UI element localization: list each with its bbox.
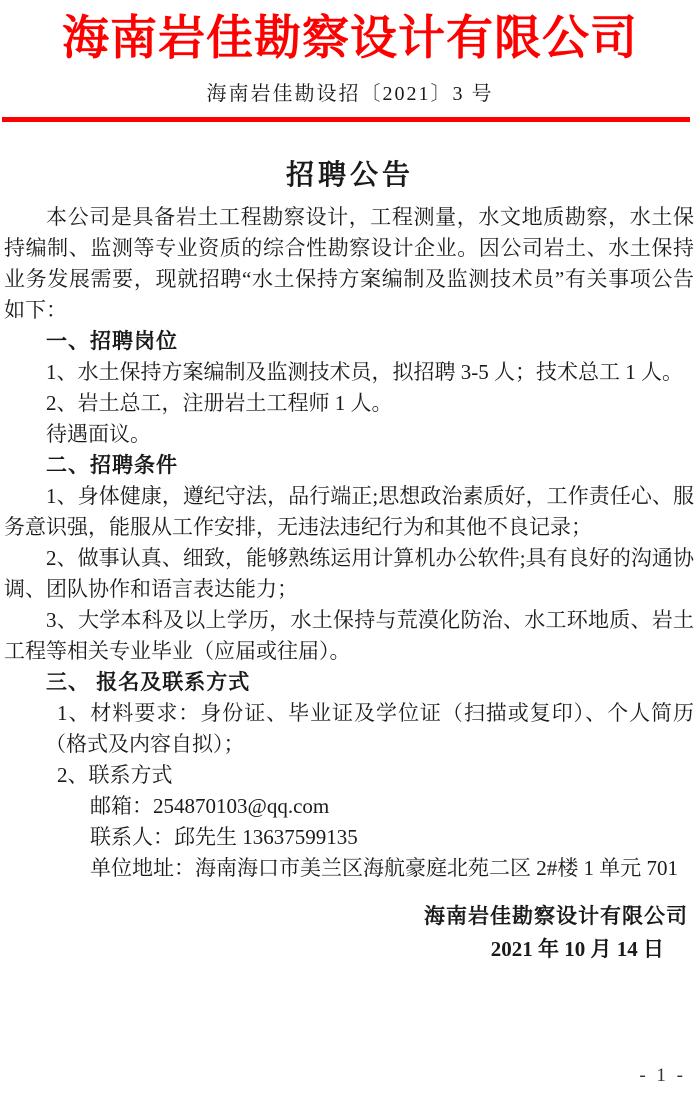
section-3-item-1: 1、材料要求：身份证、毕业证及学位证（扫描或复印）、个人简历（格式及内容自拟）； bbox=[45, 701, 694, 756]
intro-paragraph: 本公司是具备岩土工程勘察设计，工程测量，水文地质勘察，水土保持编制、监测等专业资质的综合性勘察设计企业。因公司岩土、水土保持业务发展需要，现就招聘“水土保持方案编制及监测技术员”有关事项公告如下： bbox=[4, 205, 694, 322]
section-2-item-2: 2、做事认真、细致，能够熟练运用计算机办公软件;具有良好的沟通协调、团队协作和语言表达能力； bbox=[4, 546, 694, 601]
document-reference-number: 海南岩佳勘设招〔2021〕3 号 bbox=[206, 83, 494, 105]
section-3-item-2: 2、联系方式 bbox=[57, 763, 173, 787]
section-2-item-1: 1、身体健康，遵纪守法，品行端正;思想政治素质好，工作责任心、服务意识强，能服从工作安排，无违法违纪行为和其他不良记录； bbox=[4, 484, 694, 539]
section-1-heading: 一、招聘岗位 bbox=[46, 329, 178, 353]
letterhead-divider-rule bbox=[2, 117, 690, 122]
page-number: - 1 - bbox=[639, 1065, 686, 1086]
notice-body bbox=[4, 202, 694, 884]
signature-company-name: 海南岩佳勘察设计有限公司 bbox=[424, 904, 688, 928]
section-1-item-2: 2、岩土总工，注册岩土工程师 1 人。 bbox=[46, 391, 393, 415]
contact-address-line: 单位地址：海南海口市美兰区海航豪庭北苑二区 2#楼 1 单元 701 bbox=[90, 856, 678, 880]
section-3-heading: 三、 报名及联系方式 bbox=[46, 670, 251, 694]
contact-person-phone-line: 联系人：邱先生 13637599135 bbox=[90, 825, 358, 849]
section-2-heading: 二、招聘条件 bbox=[46, 453, 178, 477]
signature-date: 2021 年 10 月 14 日 bbox=[490, 937, 664, 961]
section-1-item-3: 待遇面议。 bbox=[46, 422, 151, 446]
letterhead-company-title: 海南岩佳勘察设计有限公司 bbox=[62, 13, 638, 65]
section-1-item-1: 1、水土保持方案编制及监测技术员，拟招聘 3-5 人；技术总工 1 人。 bbox=[46, 360, 683, 384]
notice-title: 招聘公告 bbox=[285, 160, 414, 191]
section-2-item-3: 3、大学本科及以上学历，水土保持与荒漠化防治、水工环地质、岩土工程等相关专业毕业（应届或往届）。 bbox=[4, 608, 694, 663]
contact-email-line: 邮箱：254870103@qq.com bbox=[90, 794, 330, 818]
signature-block bbox=[0, 900, 700, 966]
